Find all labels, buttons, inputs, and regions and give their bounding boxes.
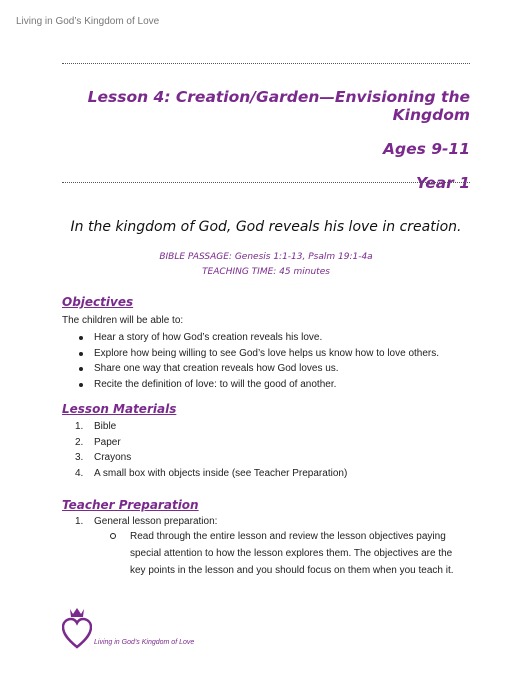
lesson-year: Year 1	[415, 174, 470, 192]
list-item: Hear a story of how God’s creation reveals his love.	[62, 330, 439, 346]
list-text: Crayons	[94, 452, 132, 463]
materials-list	[62, 419, 347, 481]
list-item: Explore how being willing to see God’s love helps us know how to love others.	[62, 346, 439, 362]
list-number: 3.	[75, 452, 84, 463]
preparation-sub-item: Read through the entire lesson and review the lesson objectives paying special attention to how the lesson explores them. The objectives are the key points in the lesson and you should focus on them when you teach it.	[130, 531, 454, 576]
list-item: Share one way that creation reveals how God loves us.	[62, 361, 439, 377]
lesson-theme: In the kingdom of God, God reveals his love in creation.	[70, 219, 462, 235]
footer-text: Living in God’s Kingdom of Love	[94, 639, 195, 646]
objectives-list	[62, 330, 439, 392]
list-text: Bible	[94, 421, 117, 432]
list-item	[62, 419, 347, 435]
list-number: 1.	[75, 516, 84, 527]
list-item	[62, 435, 347, 451]
list-number: 2.	[75, 436, 84, 448]
list-item	[62, 450, 347, 466]
lesson-meta	[62, 250, 470, 280]
list-item: Recite the definition of love: to will the good of another.	[62, 377, 439, 393]
objectives-heading: Objectives	[62, 295, 134, 309]
sub-bullet-icon	[110, 533, 116, 539]
objectives-intro: The children will be able to:	[62, 315, 184, 326]
divider-bottom	[62, 182, 470, 183]
list-text: Paper	[94, 436, 121, 448]
list-text: A small box with objects inside (see Teacher Preparation)	[94, 467, 348, 479]
crown-heart-icon	[62, 607, 92, 656]
preparation-heading: Teacher Preparation	[62, 498, 199, 512]
bible-passage: BIBLE PASSAGE: Genesis 1:1-13, Psalm 19:1-4a	[159, 252, 373, 262]
materials-heading: Lesson Materials	[62, 402, 177, 416]
list-text: General lesson preparation:	[94, 516, 218, 527]
list-item	[62, 466, 347, 482]
running-head: Living in God’s Kingdom of Love	[16, 16, 160, 27]
divider-top	[62, 63, 470, 64]
list-number: 4.	[75, 467, 84, 479]
lesson-ages: Ages 9-11	[382, 140, 470, 158]
title-block	[50, 88, 470, 192]
list-number: 1.	[75, 421, 84, 432]
teaching-time: TEACHING TIME: 45 minutes	[202, 267, 330, 277]
lesson-title: Lesson 4: Creation/Garden—Envisioning the Kingdom	[87, 88, 470, 124]
